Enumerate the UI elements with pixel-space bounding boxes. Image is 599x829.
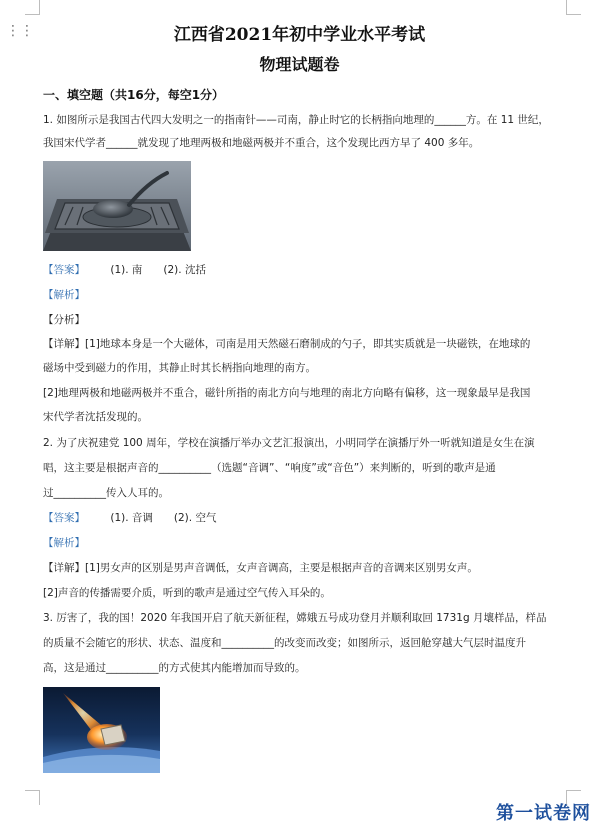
q1-analysis-tag: 【解析】	[43, 289, 85, 301]
q1-text-line-2: 我国宋代学者______就发现了地理两极和地磁两极并不重合，这个发现比西方早了 400 多年。	[43, 137, 480, 149]
q2-text-line-3: 过__________传入人耳的。	[43, 487, 169, 499]
q1-answer-text: (1). 南 (2). 沈括	[110, 264, 206, 276]
section-heading: 一、填空题（共16分，每空1分）	[43, 88, 225, 102]
q3-text-line-1: 3. 厉害了，我的国！2020 年我国开启了航天新征程，嫦娥五号成功登月并顺利取回 1731g 月壤样品，样品	[43, 612, 547, 624]
q1-detail-line-3: [2]地理两极和地磁两极并不重合，磁针所指的南北方向与地理的南北方向略有偏移，这一现象最早是我国	[43, 387, 531, 399]
q3-text-line-3: 高，这是通过__________的方式使其内能增加而导致的。	[43, 662, 306, 674]
q1-answer-row	[43, 262, 206, 278]
drag-handle-icon[interactable]: ⋮⋮	[6, 23, 34, 39]
page-subtitle: 物理试题卷	[259, 55, 340, 74]
q1-detail-line-1: 【详解】[1]地球本身是一个大磁体，司南是用天然磁石磨制成的勺子，即其实质就是一块磁铁，在地球的	[43, 338, 531, 350]
q2-text-line-2: 唱，这主要是根据声音的__________（选题“音调”、“响度”或“音色”）来判断的，听到的歌声是通	[43, 462, 496, 474]
crop-mark-top-left	[25, 0, 40, 15]
q2-answer-text: (1). 音调 (2). 空气	[110, 512, 217, 524]
page-title: 江西省2021年初中学业水平考试	[173, 25, 426, 45]
q1-answer-tag: 【答案】	[43, 264, 85, 276]
q2-answer-row	[43, 510, 216, 526]
q2-analysis-tag: 【解析】	[43, 537, 85, 549]
q3-text-line-2: 的质量不会随它的形状、状态、温度和__________的改变而改变；如图所示，返回舱穿越大气层时温度升	[43, 637, 526, 649]
return-capsule-image	[43, 687, 160, 773]
q1-text-line-1: 1. 如图所示是我国古代四大发明之一的指南针——司南，静止时它的长柄指向地理的______方。在 11 世纪，	[43, 114, 549, 126]
q1-detail-line-4: 宋代学者沈括发现的。	[43, 411, 148, 423]
q2-answer-tag: 【答案】	[43, 512, 85, 524]
q2-detail-line-2: [2]声音的传播需要介质，听到的歌声是通过空气传入耳朵的。	[43, 587, 331, 599]
q1-detail-line-2: 磁场中受到磁力的作用，其静止时其长柄指向地理的南方。	[43, 362, 316, 374]
q2-detail-line-1: 【详解】[1]男女声的区别是男声音调低，女声音调高，主要是根据声音的音调来区别男女声。	[43, 562, 478, 574]
compass-sinan-image	[43, 161, 191, 251]
q1-fenxi-tag: 【分析】	[43, 314, 85, 326]
crop-mark-top-right	[566, 0, 581, 15]
q2-text-line-1: 2. 为了庆祝建党 100 周年，学校在演播厅举办文艺汇报演出，小明同学在演播厅外一听就知道是女生在演	[43, 437, 535, 449]
site-brand-logo: 第一试卷网	[496, 803, 591, 824]
crop-mark-bottom-left	[25, 790, 40, 805]
